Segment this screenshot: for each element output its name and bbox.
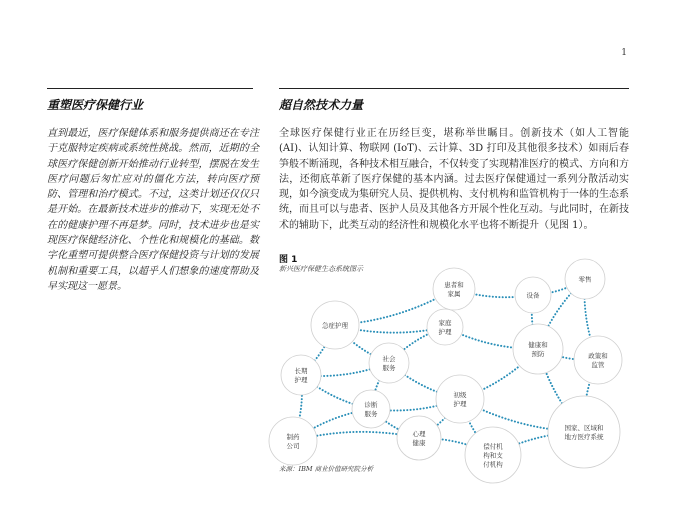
node-label: 设备 [526,291,540,300]
node-long-term [281,355,321,395]
node-label: 家庭 [438,318,452,327]
node-mental [397,416,441,460]
node-label: 初级 [453,390,467,399]
node-wellness [513,324,563,374]
right-column-heading: 超自然技术力量 [279,98,364,112]
node-label: 健康和 [528,340,548,349]
node-label: 公司 [286,441,300,450]
node-label: 服务 [382,363,396,372]
node-social [369,343,409,383]
node-patients [433,268,475,310]
node-label: 地方医疗系统 [564,432,604,441]
node-home-care [427,309,463,345]
node-label: 付机构 [483,460,503,469]
node-label: 制药 [286,432,300,441]
node-diagnostics [352,390,390,428]
node-pharma [269,417,317,465]
node-label: 零售 [578,275,592,284]
node-label: 患者和 [444,280,464,289]
node-label: 长期 [294,366,308,375]
node-label: 偿付机 [483,442,503,451]
node-label: 服务 [364,409,378,418]
body-paragraph: 全球医疗保健行业正在历经巨变，堪称举世瞩目。创新技术（如人工智能 (AI)、认知计算、物联网 (IoT)、云计算、3D 打印及其他很多技术）如雨后春笋般不断涌现，各种技术相互融合，不仅转变了实现精准医疗的模式、方向和方法，还彻底革新了医疗保健的基本内涵。过去医疗保健通过一系列分散活动实现，如今演变成为集研究人员、提供机构、支付机构和监管机构于一体的生态系统，而且可以与患者、医护人员及其他各方开展个性化互动。与此同时，在新技术的辅助下，此类互动的经济性和规模化水平也将不断提升（见图 1）。 [279,128,629,231]
node-label: 国家、区域和 [564,423,604,432]
figure-label: 图 1 [279,255,298,265]
figure-caption: 新兴医疗保健生态系统图示 [279,265,363,273]
node-devices [515,277,551,313]
left-column-heading: 重塑医疗保健行业 [47,98,144,112]
node-government [574,336,622,384]
node-label: 家属 [447,289,461,298]
node-payers [465,427,521,483]
node-label: 心理 [412,429,426,438]
node-label: 构和支 [483,451,503,460]
node-retail [565,259,605,299]
node-national [548,396,620,468]
intro-paragraph: 直到最近，医疗保健体系和服务提供商还在专注于克服特定疾病或系统性挑战。然而，近期的全球医疗保健创新开始推动行业转型，摆脱在发生医疗问题后匆忙应对的僵化方法，转向医疗预防、管理和治疗模式。不过，这类计划还仅仅只是开始。在最新技术进步的推动下，实现无处不在的健康护理不再是梦。同时，技术进步也是实现医疗保健经济化、个性化和规模化的基础。数字化重塑可提供整合医疗保健投资与计划的发展机制和重要工具，以超乎人们想象的速度帮助及早实现这一愿景。 [47,128,259,292]
node-label: 社会 [382,354,396,363]
node-label: 监管 [591,360,605,369]
node-label: 护理 [438,327,452,336]
node-label: 预防 [531,349,545,358]
node-primary [436,375,484,423]
node-label: 政策和 [588,351,608,360]
diagram-nodes [269,259,622,483]
node-emergency [311,301,359,349]
page-number: 1 [621,48,627,58]
node-label: 护理 [294,375,308,384]
node-label: 健康 [412,438,426,447]
node-label: 护理 [453,399,467,408]
figure-source: 来源：IBM 商业价值研究院分析 [279,465,374,473]
node-label: 诊断 [364,400,378,409]
node-label: 急症护理 [322,321,348,330]
